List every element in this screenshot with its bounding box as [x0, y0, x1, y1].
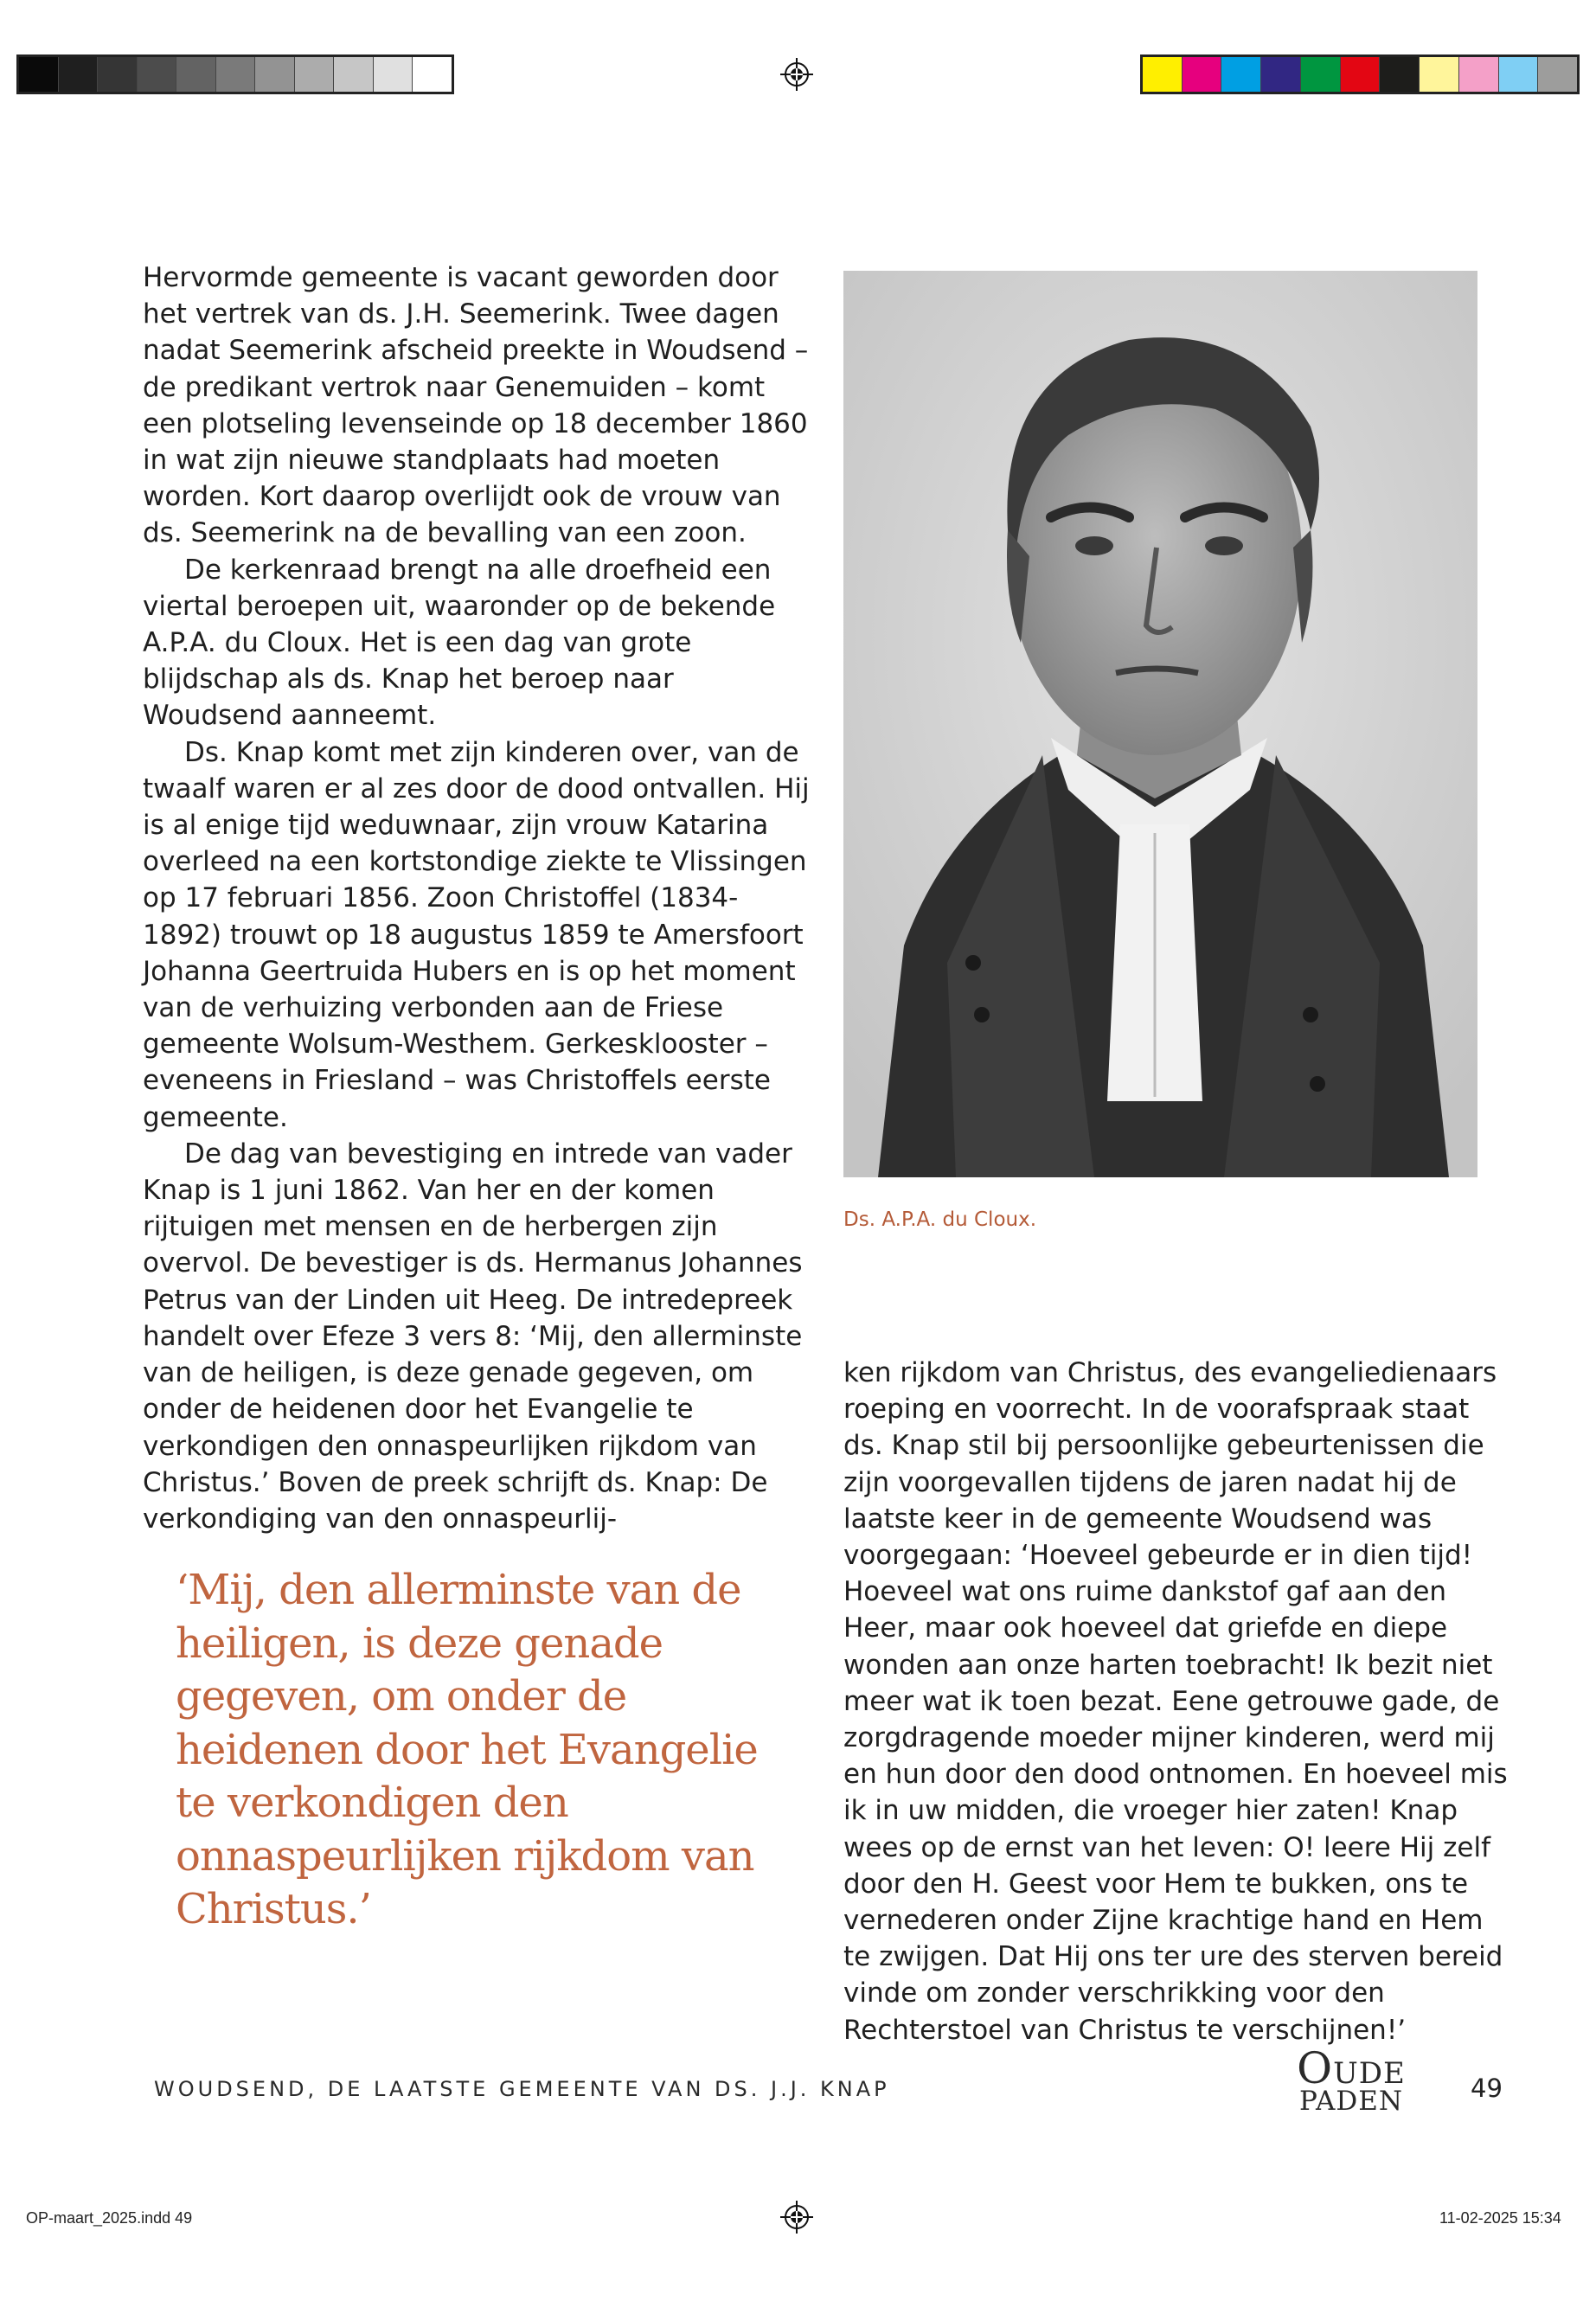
photo-caption: Ds. A.P.A. du Cloux. — [843, 1208, 1037, 1231]
color-swatch — [1143, 57, 1183, 92]
color-swatch — [216, 57, 256, 92]
color-swatch — [98, 57, 138, 92]
color-swatch — [176, 57, 216, 92]
color-swatch — [1380, 57, 1420, 92]
color-swatch — [1538, 57, 1577, 92]
color-swatch — [413, 57, 452, 92]
color-swatch — [59, 57, 99, 92]
running-title: WOUDSEND, DE LAATSTE GEMEENTE VAN DS. J.J. KNAP — [154, 2077, 890, 2101]
color-swatch — [138, 57, 177, 92]
logo-initial: O — [1297, 2043, 1334, 2093]
article-right-column — [843, 1355, 1509, 2048]
color-swatch — [1341, 57, 1381, 92]
color-swatch — [1221, 57, 1261, 92]
color-swatch — [19, 57, 59, 92]
registration-mark-icon — [780, 58, 813, 91]
color-swatch — [1183, 57, 1222, 92]
color-swatch — [1420, 57, 1459, 92]
paragraph: Ds. Knap komt met zijn kinderen over, van de twaalf waren er al zes door de dood ontvallen. Hij is al enige tijd weduwnaar, zijn vrouw Katarina overleed na een kortstondige ziekte te Vlissingen op 17 februari 1856. Zoon Christoffel (1834-1892) trouwt op 18 augustus 1859 te Amersfoort Johanna Geertruida Hubers en is op het moment van de verhuizing verbonden aan de Friese gemeente Wolsum-Westhem. Gerkesklooster – eveneens in Friesland – was Christoffels eerste gemeente. — [143, 736, 810, 1133]
color-swatch — [334, 57, 374, 92]
color-swatch — [1459, 57, 1499, 92]
portrait-photo — [843, 271, 1477, 1177]
indd-file-slug: OP-maart_2025.indd 49 — [26, 2209, 193, 2227]
paragraph: Hervormde gemeente is vacant geworden door het vertrek van ds. J.H. Seemerink. Twee dagen nadat Seemerink afscheid preekte in Woudsend – de predikant vertrok naar Genemuiden – komt een plotseling levenseinde op 18 december 1860 in wat zijn nieuwe standplaats had moeten worden. Kort daarop overlijdt ook de vrouw van ds. Seemerink na de bevalling van een zoon. — [143, 262, 809, 549]
color-swatch — [1261, 57, 1301, 92]
paragraph: De dag van bevestiging en intrede van vader Knap is 1 juni 1862. Van her en der komen rijtuigen met mensen en de herbergen zijn overvol. De bevestiger is ds. Hermanus Johannes Petrus van der Linden uit Heeg. De intredepreek handelt over Efeze 3 vers 8: ‘Mij, den allerminste van de heiligen, is deze genade gegeven, om onder de heidenen door het Evangelie te verkondigen den onnaspeurlijken rijkdom van Christus.’ Boven de preek schrijft ds. Knap: De verkondiging van den onnaspeurlij- — [143, 1138, 803, 1535]
registration-mark-icon — [780, 2201, 813, 2234]
color-swatch — [255, 57, 295, 92]
paragraph: De kerkenraad brengt na alle droefheid een viertal beroepen uit, waaronder op de bekende A.P.A. du Cloux. Het is een dag van grote blijdschap als ds. Knap het beroep naar Woudsend aanneemt. — [143, 554, 776, 732]
pull-quote: ‘Mij, den allerminste van de heiligen, is deze genade gegeven, om onder de heidenen door het Evangelie te verkondigen den onnaspeurlijken rijkdom van Christus.’ — [176, 1566, 758, 1933]
color-swatch — [295, 57, 335, 92]
logo-word-2: PADEN — [1298, 2086, 1403, 2117]
process-color-bar — [1140, 54, 1580, 94]
article-left-column — [143, 260, 813, 1537]
color-swatch — [374, 57, 413, 92]
color-swatch — [1301, 57, 1341, 92]
page-number: 49 — [1471, 2073, 1503, 2103]
oude-paden-logo — [1282, 2043, 1420, 2117]
grayscale-color-bar — [16, 54, 454, 94]
print-datetime-slug: 11-02-2025 15:34 — [1439, 2209, 1561, 2227]
color-swatch — [1499, 57, 1539, 92]
logo-word: UDE — [1333, 2056, 1406, 2091]
paragraph: ken rijkdom van Christus, des evangeliedienaars roeping en voorrecht. In de voorafspraak staat ds. Knap stil bij persoonlijke gebeurtenissen die zijn voorgevallen tijdens de jaren nadat hij de laatste keer in de gemeente Woudsend was voorgegaan: ‘Hoeveel gebeurde er in dien tijd! Hoeveel wat ons ruime dankstof gaf aan den Heer, maar ook hoeveel dat griefde en diepe wonden aan onze harten toebracht! Ik bezit niet meer wat ik toen bezat. Eene getrouwe gade, de zorgdragende moeder mijner kinderen, werd mij en hun door den dood ontnomen. En hoeveel mis ik in uw midden, die vroeger hier zaten! Knap wees op de ernst van het leven: O! leere Hij zelf door den H. Geest voor Hem te bukken, ons te vernederen onder Zijne krachtige hand en Hem te zwijgen. Dat Hij ons ter ure des sterven bereid vinde om zonder verschrikking voor den Rechterstoel van Christus te verschijnen!’ — [843, 1357, 1508, 2046]
